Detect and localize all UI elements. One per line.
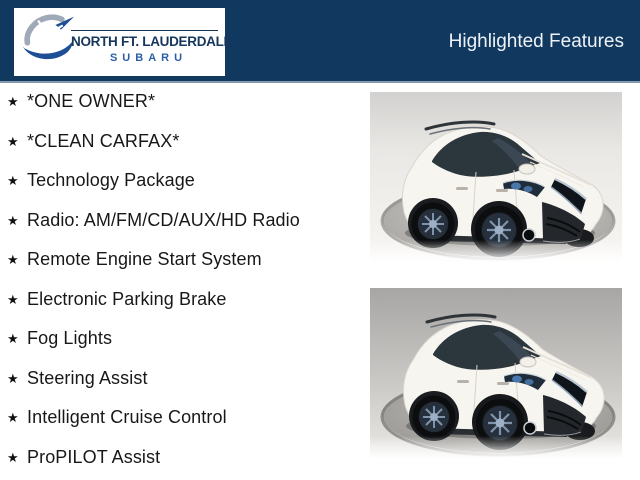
star-bullet-icon: ★ bbox=[7, 449, 19, 465]
feature-item bbox=[7, 201, 362, 241]
star-bullet-icon: ★ bbox=[7, 291, 19, 307]
star-bullet-icon: ★ bbox=[7, 212, 19, 228]
star-bullet-icon: ★ bbox=[7, 252, 19, 268]
feature-item bbox=[7, 82, 362, 122]
feature-item bbox=[7, 161, 362, 201]
star-bullet-icon: ★ bbox=[7, 410, 19, 426]
feature-item bbox=[7, 240, 362, 280]
subaru-swoosh-icon bbox=[19, 11, 75, 67]
feature-label: Fog Lights bbox=[27, 328, 113, 349]
feature-label: ProPILOT Assist bbox=[27, 446, 161, 467]
feature-item bbox=[7, 438, 362, 478]
feature-item bbox=[7, 398, 362, 438]
feature-item bbox=[7, 319, 362, 359]
feature-label: *CLEAN CARFAX* bbox=[27, 130, 180, 151]
dealer-name: NORTH FT. LAUDERDALE bbox=[71, 34, 233, 49]
feature-label: Technology Package bbox=[27, 170, 195, 191]
feature-label: Steering Assist bbox=[27, 367, 148, 388]
feature-item bbox=[7, 280, 362, 320]
feature-item bbox=[7, 359, 362, 399]
dealer-logo bbox=[14, 8, 233, 76]
page-title: Highlighted Features bbox=[448, 31, 624, 52]
feature-label: Electronic Parking Brake bbox=[27, 288, 227, 309]
feature-label: Intelligent Cruise Control bbox=[27, 407, 227, 428]
header-bar bbox=[0, 0, 640, 83]
feature-label: *ONE OWNER* bbox=[27, 91, 156, 112]
star-bullet-icon: ★ bbox=[7, 173, 19, 189]
feature-label: Remote Engine Start System bbox=[27, 249, 262, 270]
suv-illustration bbox=[370, 92, 622, 262]
feature-item bbox=[7, 122, 362, 162]
star-bullet-icon: ★ bbox=[7, 370, 19, 386]
feature-label: Radio: AM/FM/CD/AUX/HD Radio bbox=[27, 209, 300, 230]
star-bullet-icon: ★ bbox=[7, 133, 19, 149]
feature-list bbox=[7, 82, 362, 477]
star-bullet-icon: ★ bbox=[7, 94, 19, 110]
vehicle-photo-1 bbox=[370, 92, 622, 262]
suv-illustration bbox=[370, 288, 622, 458]
vehicle-photo-2 bbox=[370, 288, 622, 458]
logo-divider bbox=[71, 30, 218, 31]
brand-name: SUBARU bbox=[109, 52, 188, 64]
star-bullet-icon: ★ bbox=[7, 331, 19, 347]
